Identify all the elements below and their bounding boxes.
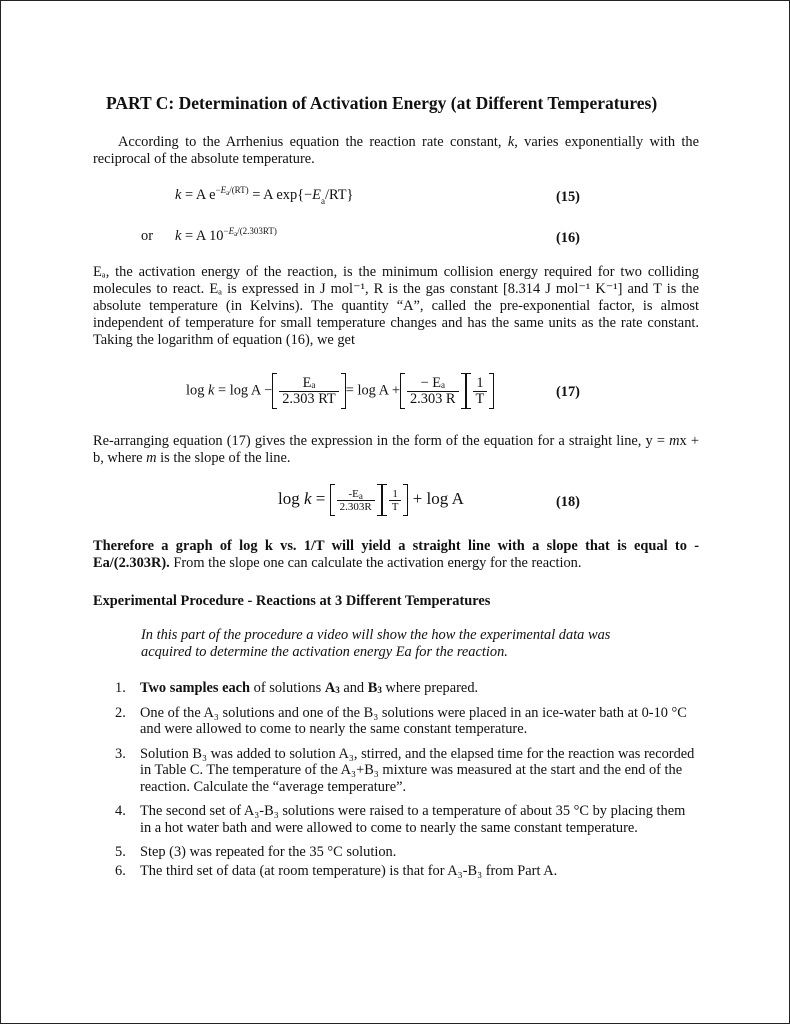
equation-17: log k = log A − $\frac{E_a}{2.303 RT}$ = log A + $\frac{- E_a}{2.303 R}$ $\frac{1}{T}$ — [186, 373, 494, 409]
equation-17-number: (17) — [556, 384, 580, 400]
step-item: 5. Step (3) was repeated for the 35 °C solution. — [115, 844, 397, 860]
equation-15-number: (15) — [556, 189, 580, 205]
therefore-paragraph: Therefore a graph of log k vs. 1/T will yield a straight line with a slope that is equal to -Ea/(2.303R). From the slope one can calculate the activation energy for the reaction. — [93, 538, 699, 571]
section-title: PART C: Determination of Activation Energy (at Different Temperatures) — [106, 93, 658, 113]
step-item: 6. The third set of data (at room temperature) is that for A₃-B₃ from Part A. — [115, 862, 558, 879]
equation-18-number: (18) — [556, 494, 580, 510]
equation-16-number: (16) — [556, 230, 580, 246]
equation-15: k = A $e^{-E_a/(RT)} = A$ $\exp\{-E_a/RT\}$ — [175, 185, 354, 206]
step-item: 1. Two samples each of solutions $A_3$ and $B_3$ where prepared. — [115, 680, 479, 696]
equation-16-or: or — [141, 228, 153, 244]
step-item: 2. One of the A₃ solutions and one of the B₃ solutions were placed in an ice-water bath at 0-10 °C and were allowed to come to nearly the same constant temperature. — [115, 704, 687, 737]
procedure-heading: Experimental Procedure - Reactions at 3 Different Temperatures — [93, 593, 491, 609]
equation-18: log k = $\frac{-E_a}{2.303R}$ $\frac{1}{T}$ + log A — [278, 484, 464, 516]
rearrange-paragraph: Re-arranging equation (17) gives the expression in the form of the equation for a straight line, y = mx + b, where m is the slope of the line. — [93, 433, 699, 466]
procedure-steps — [93, 680, 699, 887]
equation-16: k = A $10^{-E_a/(2.303RT)}$ — [175, 226, 277, 244]
intro-paragraph: According to the Arrhenius equation the reaction rate constant, k, varies exponentially with the reciprocal of the absolute temperature. — [93, 134, 699, 167]
step-item: 3. Solution B₃ was added to solution A₃, stirred, and the elapsed time for the reaction was recorded in Table C. The temperature of the A₃+B₃ mixture was measured at the start and the end of the reaction. Calculate the “average temperature”. — [115, 745, 695, 795]
step-item: 4. The second set of A₃-B₃ solutions were raised to a temperature of about 35 °C by placing them in a hot water bath and were allowed to come to nearly the same constant temperature. — [115, 803, 686, 836]
procedure-note: In this part of the procedure a video will show the how the experimental data was acquired to determine the activation energy Ea for the reaction. — [141, 627, 611, 660]
activation-energy-paragraph: Eₐ, the activation energy of the reaction, is the minimum collision energy required for two colliding molecules to react. Eₐ is expressed in J mol⁻¹, R is the gas constant [8.314 J mol⁻¹ K⁻¹] and T is the absolute temperature (in Kelvins). The quantity “A”, called the pre-exponential factor, is almost independent of temperature for small temperature changes and has the same units as the rate constant. Taking the logarithm of equation (16), we get — [93, 264, 699, 348]
